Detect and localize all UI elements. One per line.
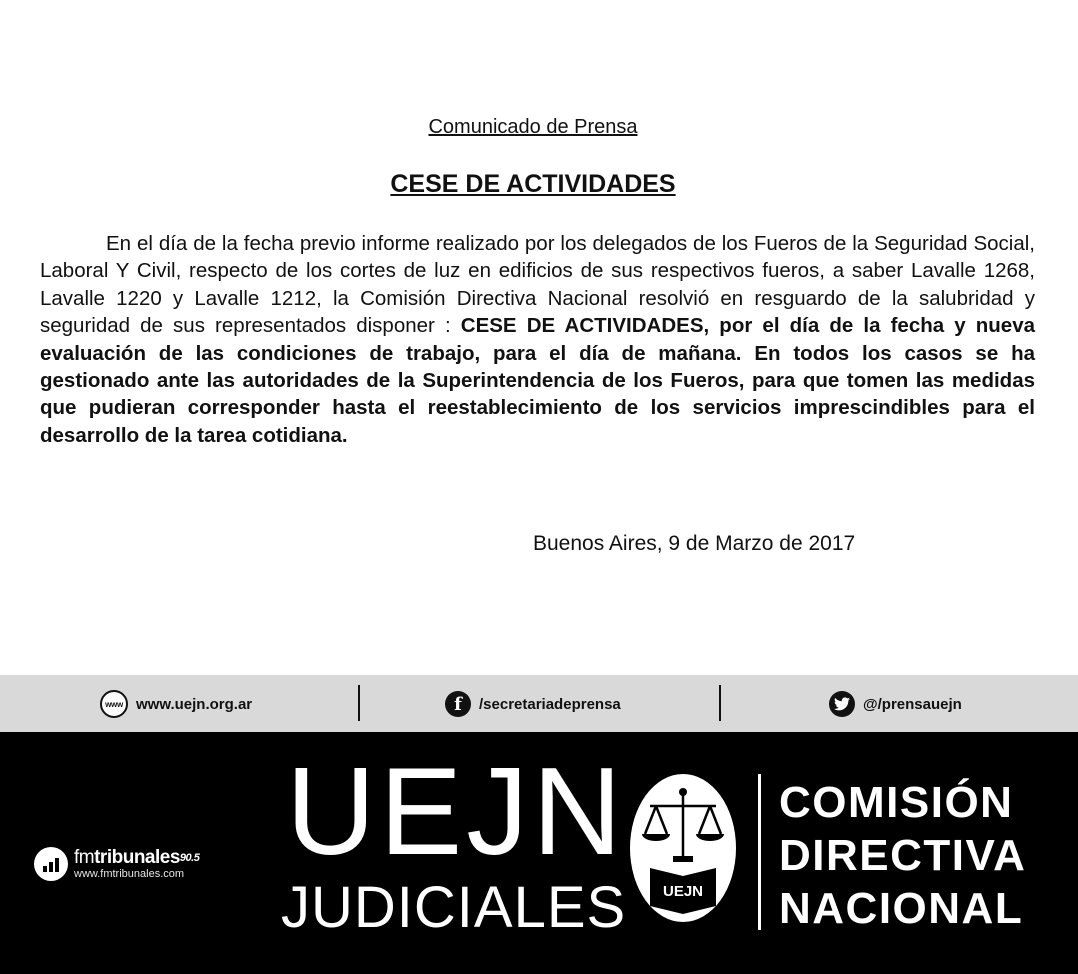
radio-name: fmtribunales$^{90.5}$ xyxy=(74,846,200,868)
document-body xyxy=(40,230,1035,449)
emblem-text: UEJN xyxy=(662,883,704,900)
web-globe-icon: www xyxy=(100,690,128,718)
twitter-text: @/prensauejn xyxy=(863,695,962,713)
scales-of-justice-icon xyxy=(628,772,738,924)
facebook-icon: f xyxy=(445,691,471,717)
facebook-link[interactable] xyxy=(445,691,621,717)
dateline: Buenos Aires, 9 de Marzo de 2017 xyxy=(533,532,856,555)
website-link[interactable] xyxy=(100,691,252,717)
twitter-link[interactable] xyxy=(829,691,962,717)
social-divider xyxy=(719,685,721,721)
commission-title: COMISIÓN DIRECTIVA NACIONAL xyxy=(779,778,1027,933)
body-bold-text: CESE DE ACTIVIDADES, por el día de la fecha y nueva evaluación de las condiciones de trabajo, para el día de mañana. En todos los casos se ha gestionado ante las autoridades de la Superintendencia de los Fueros, para que tomen las medidas que pudieran corresponder hasta el reestablecimiento de los servicios imprescindibles para el desarrollo de la tarea cotidiana. xyxy=(40,314,1035,447)
brand-divider xyxy=(758,774,761,930)
radio-signal-icon xyxy=(34,847,68,881)
judiciales-wordmark: JUDICIALES xyxy=(281,875,627,940)
social-divider xyxy=(358,685,360,721)
radio-frequency: 90.5 xyxy=(179,851,200,864)
website-text: www.uejn.org.ar xyxy=(136,695,253,713)
body-regular-text: En el día de la fecha previo informe realizado por los delegados de los Fueros de la Seguridad Social, Laboral Y Civil, respecto de los cortes de luz en edificios de sus respectivos fueros, a saber Lavalle 1268, Lavalle 1220 y Lavalle 1212, la Comisión Directiva Nacional resolvió en resguardo de la salubridad y seguridad de sus representados disponer : xyxy=(40,232,1035,338)
document-headline: CESE DE ACTIVIDADES xyxy=(390,170,676,198)
uejn-emblem xyxy=(628,772,738,924)
uejn-wordmark: UEJN xyxy=(286,743,626,881)
footer-brand xyxy=(0,732,1078,974)
radio-brand xyxy=(34,847,199,881)
twitter-bird-icon xyxy=(829,691,855,717)
facebook-text: /secretariadeprensa xyxy=(479,695,621,713)
radio-url: www.fmtribunales.com xyxy=(74,867,185,880)
social-bar xyxy=(0,675,1078,732)
document-kicker: Comunicado de Prensa xyxy=(428,116,638,138)
